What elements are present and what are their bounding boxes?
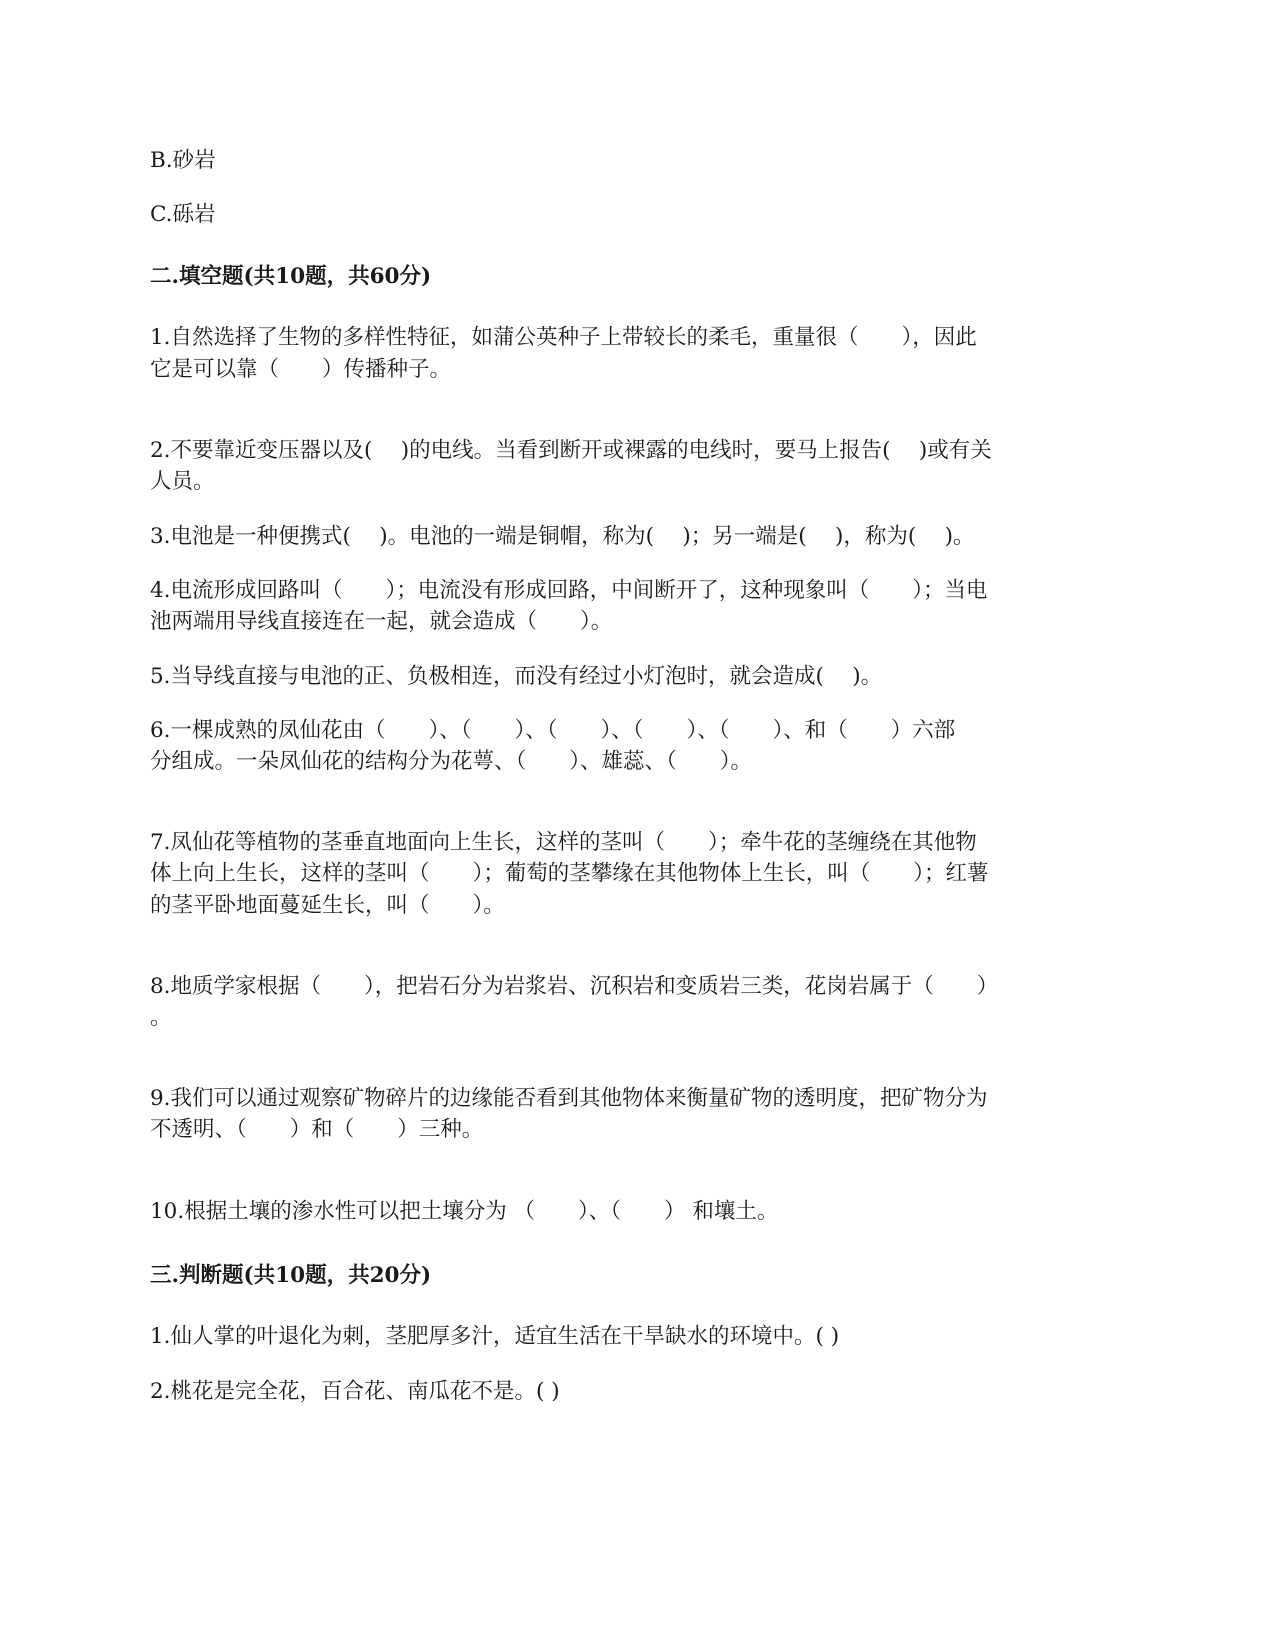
section-heading-true-false: 三.判断题(共10题，共20分) <box>150 1263 432 1288</box>
question-line: 7.凤仙花等植物的茎垂直地面向上生长，这样的茎叫（ ）；牵牛花的茎缠绕在其他物 <box>150 830 977 855</box>
section-heading-fill-blank: 二.填空题(共10题，共60分) <box>150 264 432 289</box>
option-b: B.砂岩 <box>150 148 216 173</box>
question-line: 它是可以靠（ ）传播种子。 <box>150 357 452 382</box>
question-line: 9.我们可以通过观察矿物碎片的边缘能否看到其他物体来衡量矿物的透明度，把矿物分为 <box>150 1086 988 1111</box>
question-line: 体上向上生长，这样的茎叫（ ）；葡萄的茎攀缘在其他物体上生长，叫（ ）；红薯 <box>150 861 989 886</box>
option-c: C.砾岩 <box>150 202 216 227</box>
question-line: 人员。 <box>150 469 215 494</box>
question-line: 1.仙人掌的叶退化为刺，茎肥厚多汁，适宜生活在干旱缺水的环境中。( ) <box>150 1324 840 1349</box>
question-line: 8.地质学家根据（ ），把岩石分为岩浆岩、沉积岩和变质岩三类，花岗岩属于（ ） <box>150 974 999 999</box>
question-line: 6.一棵成熟的凤仙花由（ ）、（ ）、（ ）、（ ）、（ ）、和（ ）六部 <box>150 718 956 743</box>
question-line: 10.根据土壤的渗水性可以把土壤分为 （ ）、（ ） 和壤土。 <box>150 1199 779 1224</box>
question-line: 5.当导线直接与电池的正、负极相连，而没有经过小灯泡时，就会造成( )。 <box>150 664 883 689</box>
question-line: 2.不要靠近变压器以及( )的电线。当看到断开或裸露的电线时，要马上报告( )或有关 <box>150 438 992 463</box>
question-line: 4.电流形成回路叫（ ）；电流没有形成回路，中间断开了，这种现象叫（ ）；当电 <box>150 578 988 603</box>
question-line: 不透明、（ ）和（ ）三种。 <box>150 1117 484 1142</box>
question-line: 的茎平卧地面蔓延生长，叫（ ）。 <box>150 893 505 918</box>
question-line: 。 <box>150 1005 172 1030</box>
question-line: 池两端用导线直接连在一起，就会造成（ ）。 <box>150 609 613 634</box>
question-line: 分组成。一朵凤仙花的结构分为花萼、（ ）、雄蕊、（ ）。 <box>150 749 753 774</box>
question-line: 1.自然选择了生物的多样性特征，如蒲公英种子上带较长的柔毛，重量很（ ），因此 <box>150 325 977 350</box>
question-line: 2.桃花是完全花，百合花、南瓜花不是。( ) <box>150 1379 560 1404</box>
question-line: 3.电池是一种便携式( )。电池的一端是铜帽，称为( )；另一端是( )，称为( )。 <box>150 524 975 549</box>
